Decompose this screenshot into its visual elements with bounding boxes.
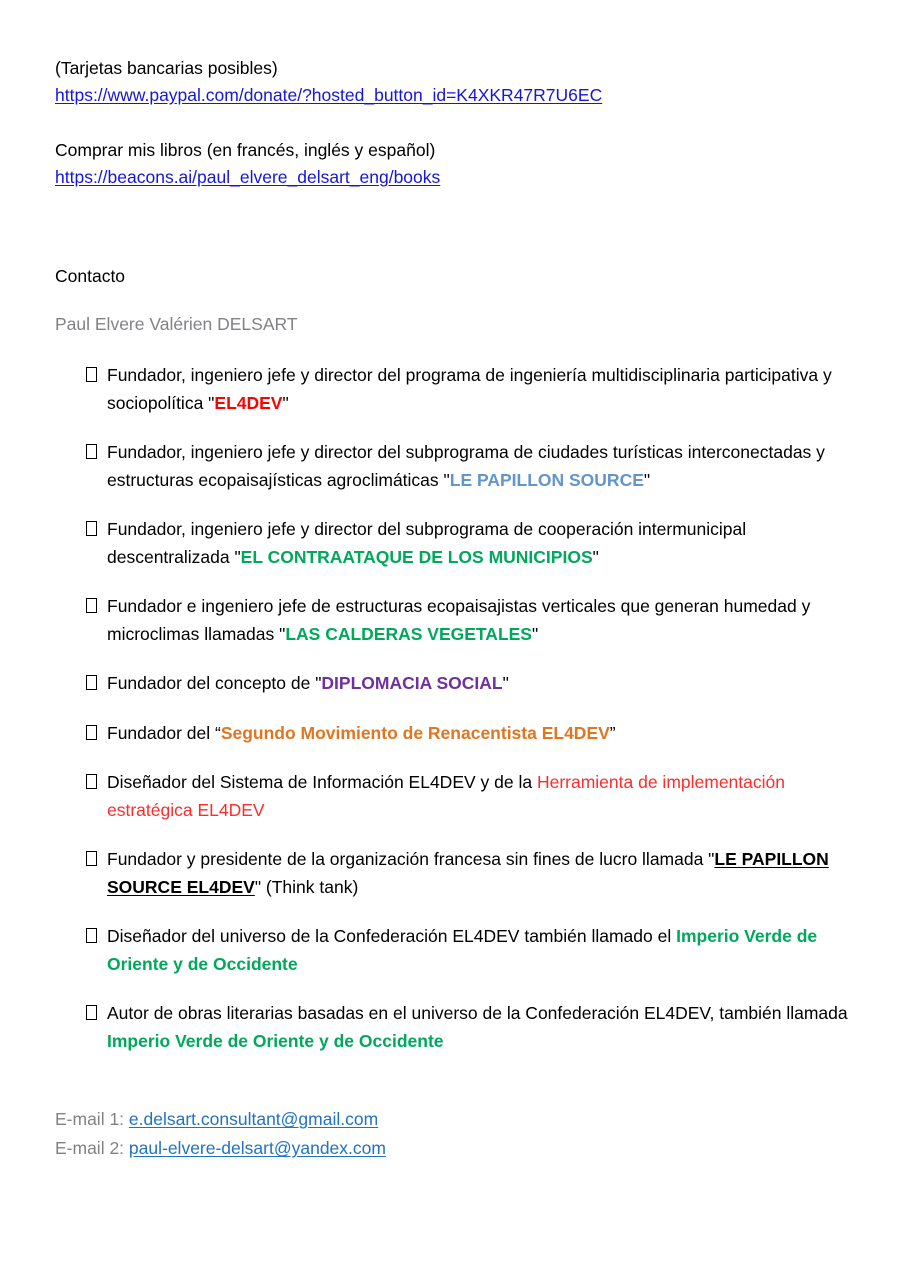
role-text-lead: Autor de obras literarias basadas en el universo de la Confederación EL4DEV, también llamada [107,1003,848,1023]
role-text-tail: " [502,673,509,693]
bullet-box-icon [86,598,97,613]
bullet-box-icon [86,725,97,740]
role-item [55,516,855,571]
bullet-box-icon [86,675,97,690]
role-text-lead: Fundador e ingeniero jefe de estructuras ecopaisajistas verticales que generan humedad y microclimas llamadas " [107,596,811,644]
role-highlight: Segundo Movimiento de Renacentista EL4DEV [220,722,610,743]
email-link[interactable]: paul-elvere-delsart@yandex.com [128,1138,386,1158]
role-highlight: LAS CALDERAS VEGETALES [285,623,532,644]
role-highlight: Imperio Verde de Oriente y de Occidente [107,926,818,974]
books-link[interactable]: https://beacons.ai/paul_elvere_delsart_eng/books [55,167,441,187]
role-item [55,923,855,978]
email-block [55,1105,855,1163]
bullet-box-icon [86,367,97,382]
bullet-box-icon [86,1005,97,1020]
roles-list [55,362,855,1055]
books-note: Comprar mis libros (en francés, inglés y español) [55,140,436,160]
role-highlight: Herramienta de implementación estratégica EL4DEV [107,772,785,820]
role-text-lead: Diseñador del Sistema de Información EL4DEV y de la [107,772,537,792]
role-highlight: LE PAPILLON SOURCE [449,469,644,490]
document-body [55,55,855,1163]
role-text-tail: ” [609,722,616,743]
bullet-box-icon [86,444,97,459]
role-item [55,720,855,748]
role-highlight: EL4DEV [214,392,283,413]
paypal-donate-link[interactable]: https://www.paypal.com/donate/?hosted_button_id=K4XKR47R7U6EC [55,85,603,105]
role-text-lead: Fundador, ingeniero jefe y director del subprograma de ciudades turísticas interconectadas y estructuras ecopaisajísticas agroclimáticas " [107,442,825,490]
role-text-tail: " [643,469,651,490]
role-text-lead: Fundador, ingeniero jefe y director del programa de ingeniería multidisciplinaria participativa y sociopolítica " [107,365,832,413]
role-item [55,670,855,698]
email-label: E-mail 1: [55,1109,129,1129]
spacer [55,290,855,311]
donation-block [55,55,855,109]
role-text-lead: Fundador del “ [107,722,221,743]
role-item [55,1000,855,1055]
role-text-lead: Fundador, ingeniero jefe y director del subprograma de cooperación intermunicipal descentralizada " [107,519,747,567]
cards-note: (Tarjetas bancarias posibles) [55,58,278,78]
email-row [55,1134,855,1163]
email-link[interactable]: e.delsart.consultant@gmail.com [128,1109,379,1129]
role-item [55,439,855,494]
books-block [55,137,855,191]
email-label: E-mail 2: [55,1138,129,1158]
role-text-tail: " [282,392,289,413]
role-item [55,593,855,648]
spacer [55,338,855,362]
role-highlight: EL CONTRAATAQUE DE LOS MUNICIPIOS [240,546,593,567]
role-text-lead: Fundador del concepto de " [107,673,322,693]
bullet-box-icon [86,521,97,536]
bullet-box-icon [86,851,97,866]
role-text-lead: Fundador y presidente de la organización francesa sin fines de lucro llamada " [107,849,715,869]
role-highlight: DIPLOMACIA SOCIAL [321,673,503,693]
role-text-tail: " [531,623,539,644]
role-text-lead: Diseñador del universo de la Confederación EL4DEV también llamado el [107,926,677,946]
contact-heading: Contacto [55,266,126,286]
spacer [55,109,855,137]
spacer [55,191,855,263]
role-text-tail: " (Think tank) [254,876,359,897]
role-item [55,769,855,824]
email-row [55,1105,855,1134]
role-item [55,362,855,417]
person-name: Paul Elvere Valérien DELSART [55,314,298,334]
role-highlight: Imperio Verde de Oriente y de Occidente [107,1030,444,1051]
bullet-box-icon [86,774,97,789]
bullet-box-icon [86,928,97,943]
spacer [55,1055,855,1105]
role-item [55,846,855,901]
role-text-tail: " [592,546,599,567]
role-highlight: LE PAPILLON SOURCE EL4DEV [107,849,829,897]
